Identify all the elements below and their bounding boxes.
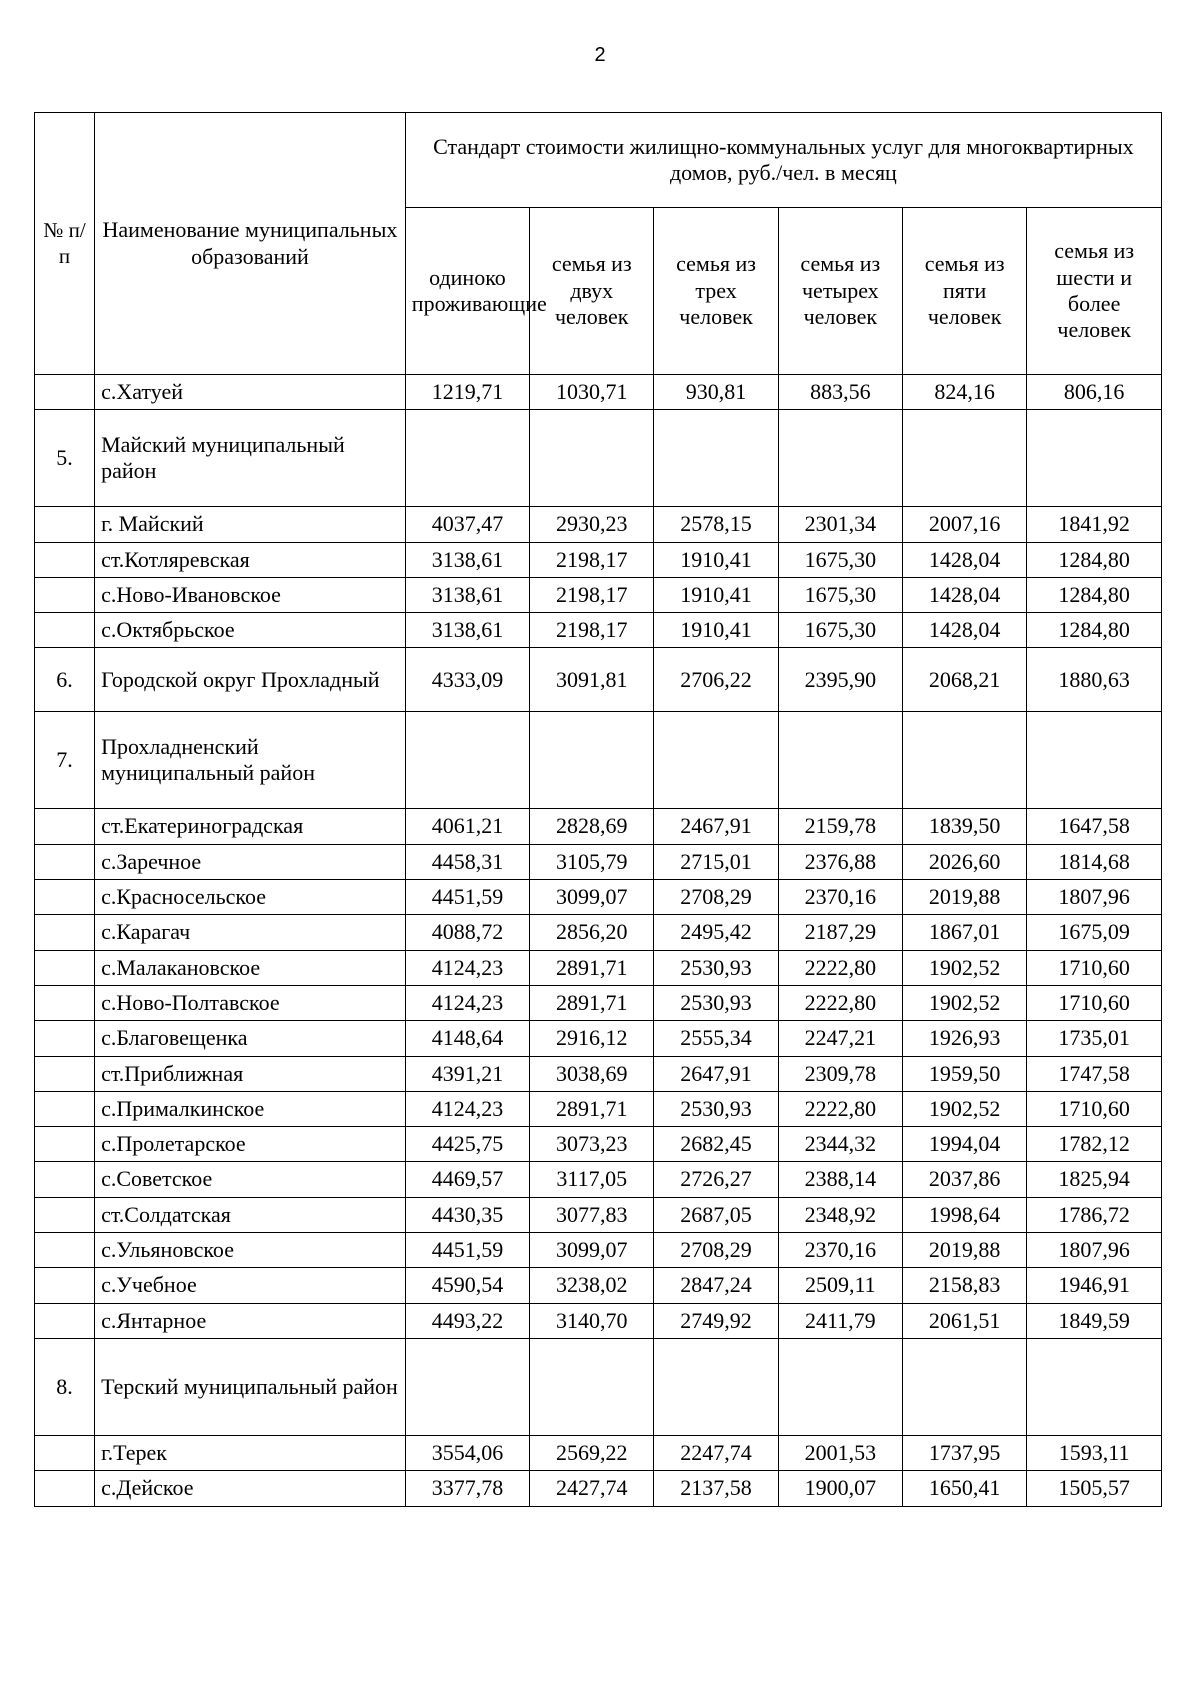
value-cell: 2376,88 [778, 844, 902, 879]
value-cell: 2068,21 [902, 648, 1026, 712]
value-cell: 2726,27 [654, 1162, 778, 1197]
value-cell: 1284,80 [1027, 577, 1162, 612]
value-cell: 2530,93 [654, 985, 778, 1020]
value-cell: 2370,16 [778, 1233, 902, 1268]
value-cell [1027, 410, 1162, 507]
value-cell: 2530,93 [654, 950, 778, 985]
value-cell: 3554,06 [405, 1435, 529, 1470]
value-cell: 4469,57 [405, 1162, 529, 1197]
settlement-name: ст.Солдатская [95, 1197, 406, 1232]
settlement-name: с.Прималкинское [95, 1091, 406, 1126]
value-cell: 3117,05 [530, 1162, 654, 1197]
value-cell [902, 1338, 1026, 1435]
row-number [35, 1471, 95, 1506]
value-cell: 1867,01 [902, 915, 1026, 950]
value-cell: 1030,71 [530, 375, 654, 410]
settlement-name: с.Ново-Полтавское [95, 985, 406, 1020]
value-cell: 1900,07 [778, 1471, 902, 1506]
header-family-3: семья из трех человек [654, 208, 778, 375]
settlement-name: с.Дейское [95, 1471, 406, 1506]
value-cell: 2158,83 [902, 1268, 1026, 1303]
value-cell: 1428,04 [902, 542, 1026, 577]
value-cell [530, 712, 654, 809]
value-cell: 4124,23 [405, 1091, 529, 1126]
value-cell: 3077,83 [530, 1197, 654, 1232]
value-cell: 2715,01 [654, 844, 778, 879]
section-number: 7. [35, 712, 95, 809]
settlement-name: ст.Приближная [95, 1056, 406, 1091]
table-row [35, 1091, 1162, 1126]
value-cell: 2916,12 [530, 1021, 654, 1056]
value-cell: 1839,50 [902, 809, 1026, 844]
value-cell: 3073,23 [530, 1127, 654, 1162]
settlement-name: с.Янтарное [95, 1303, 406, 1338]
table-row [35, 1162, 1162, 1197]
value-cell: 1841,92 [1027, 507, 1162, 542]
row-number [35, 1303, 95, 1338]
value-cell: 2395,90 [778, 648, 902, 712]
value-cell [530, 410, 654, 507]
value-cell: 2222,80 [778, 1091, 902, 1126]
value-cell: 2495,42 [654, 915, 778, 950]
settlement-name: г. Майский [95, 507, 406, 542]
settlement-name: с.Заречное [95, 844, 406, 879]
value-cell: 2749,92 [654, 1303, 778, 1338]
value-cell: 4061,21 [405, 809, 529, 844]
value-cell: 883,56 [778, 375, 902, 410]
section-title: Майский муниципальный район [95, 410, 406, 507]
row-number [35, 375, 95, 410]
row-number [35, 1127, 95, 1162]
row-number [35, 542, 95, 577]
table-row [35, 1127, 1162, 1162]
value-cell [530, 1338, 654, 1435]
value-cell: 930,81 [654, 375, 778, 410]
value-cell [1027, 1338, 1162, 1435]
table-row [35, 507, 1162, 542]
table-row [35, 1197, 1162, 1232]
settlement-name: с.Красносельское [95, 880, 406, 915]
header-single: одиноко проживающие [405, 208, 529, 375]
row-number [35, 1091, 95, 1126]
value-cell: 2301,34 [778, 507, 902, 542]
section-number: 8. [35, 1338, 95, 1435]
value-cell: 2509,11 [778, 1268, 902, 1303]
settlement-name: с.Учебное [95, 1268, 406, 1303]
value-cell: 2647,91 [654, 1056, 778, 1091]
value-cell: 2530,93 [654, 1091, 778, 1126]
table-row [35, 1268, 1162, 1303]
table-row [35, 880, 1162, 915]
value-cell: 1786,72 [1027, 1197, 1162, 1232]
header-family-2: семья из двух человек [530, 208, 654, 375]
section-row [35, 648, 1162, 712]
value-cell: 2019,88 [902, 1233, 1026, 1268]
row-number [35, 1056, 95, 1091]
value-cell: 3238,02 [530, 1268, 654, 1303]
value-cell: 1710,60 [1027, 985, 1162, 1020]
table-row [35, 950, 1162, 985]
value-cell: 1902,52 [902, 950, 1026, 985]
value-cell: 1747,58 [1027, 1056, 1162, 1091]
value-cell [902, 712, 1026, 809]
value-cell: 4037,47 [405, 507, 529, 542]
table-row [35, 1471, 1162, 1506]
section-row [35, 410, 1162, 507]
value-cell: 1650,41 [902, 1471, 1026, 1506]
header-family-5: семья из пяти человек [902, 208, 1026, 375]
settlement-name: с.Малакановское [95, 950, 406, 985]
value-cell: 2198,17 [530, 542, 654, 577]
value-cell [654, 712, 778, 809]
row-number [35, 1162, 95, 1197]
value-cell: 2348,92 [778, 1197, 902, 1232]
table-row [35, 809, 1162, 844]
value-cell: 3038,69 [530, 1056, 654, 1091]
value-cell: 2891,71 [530, 1091, 654, 1126]
value-cell: 4451,59 [405, 880, 529, 915]
value-cell: 4590,54 [405, 1268, 529, 1303]
value-cell: 4088,72 [405, 915, 529, 950]
header-family-6-plus: семья из шести и более человек [1027, 208, 1162, 375]
value-cell: 1219,71 [405, 375, 529, 410]
value-cell: 1505,57 [1027, 1471, 1162, 1506]
page-number: 2 [594, 44, 606, 66]
value-cell: 2007,16 [902, 507, 1026, 542]
value-cell: 1902,52 [902, 985, 1026, 1020]
value-cell [654, 1338, 778, 1435]
value-cell: 2891,71 [530, 950, 654, 985]
value-cell: 3377,78 [405, 1471, 529, 1506]
value-cell: 2708,29 [654, 1233, 778, 1268]
value-cell: 1825,94 [1027, 1162, 1162, 1197]
value-cell: 3140,70 [530, 1303, 654, 1338]
value-cell: 806,16 [1027, 375, 1162, 410]
value-cell: 3138,61 [405, 542, 529, 577]
value-cell: 4458,31 [405, 844, 529, 879]
value-cell: 1910,41 [654, 577, 778, 612]
value-cell [778, 1338, 902, 1435]
value-cell: 1735,01 [1027, 1021, 1162, 1056]
settlement-name: с.Хатуей [95, 375, 406, 410]
value-cell: 1284,80 [1027, 542, 1162, 577]
value-cell: 1675,30 [778, 577, 902, 612]
value-cell: 3099,07 [530, 880, 654, 915]
value-cell: 2247,74 [654, 1435, 778, 1470]
value-cell: 1593,11 [1027, 1435, 1162, 1470]
value-cell: 4430,35 [405, 1197, 529, 1232]
value-cell: 1428,04 [902, 613, 1026, 648]
value-cell: 824,16 [902, 375, 1026, 410]
value-cell: 4391,21 [405, 1056, 529, 1091]
value-cell: 2847,24 [654, 1268, 778, 1303]
value-cell: 1807,96 [1027, 880, 1162, 915]
table-row [35, 613, 1162, 648]
value-cell: 2555,34 [654, 1021, 778, 1056]
cost-standard-table [34, 112, 1162, 1507]
value-cell: 2682,45 [654, 1127, 778, 1162]
value-cell: 1814,68 [1027, 844, 1162, 879]
value-cell: 1880,63 [1027, 648, 1162, 712]
row-number [35, 985, 95, 1020]
row-number [35, 1233, 95, 1268]
value-cell: 1675,09 [1027, 915, 1162, 950]
value-cell [654, 410, 778, 507]
value-cell: 2061,51 [902, 1303, 1026, 1338]
value-cell: 1807,96 [1027, 1233, 1162, 1268]
settlement-name: с.Ульяновское [95, 1233, 406, 1268]
settlement-name: с.Благовещенка [95, 1021, 406, 1056]
value-cell: 2037,86 [902, 1162, 1026, 1197]
value-cell [405, 410, 529, 507]
value-cell: 2891,71 [530, 985, 654, 1020]
value-cell: 1946,91 [1027, 1268, 1162, 1303]
table-row [35, 844, 1162, 879]
value-cell: 2222,80 [778, 985, 902, 1020]
value-cell: 2388,14 [778, 1162, 902, 1197]
value-cell: 2578,15 [654, 507, 778, 542]
value-cell [902, 410, 1026, 507]
value-cell: 2708,29 [654, 880, 778, 915]
value-cell: 4124,23 [405, 950, 529, 985]
value-cell: 2137,58 [654, 1471, 778, 1506]
value-cell: 4493,22 [405, 1303, 529, 1338]
row-number [35, 809, 95, 844]
value-cell: 3105,79 [530, 844, 654, 879]
value-cell: 3091,81 [530, 648, 654, 712]
table-header [35, 113, 1162, 375]
settlement-name: г.Терек [95, 1435, 406, 1470]
header-municipality-name: Наименование муниципальных образований [95, 113, 406, 375]
value-cell: 2828,69 [530, 809, 654, 844]
value-cell: 2198,17 [530, 613, 654, 648]
value-cell: 2309,78 [778, 1056, 902, 1091]
value-cell: 2222,80 [778, 950, 902, 985]
section-row [35, 712, 1162, 809]
table-row [35, 375, 1162, 410]
value-cell: 1782,12 [1027, 1127, 1162, 1162]
value-cell: 2856,20 [530, 915, 654, 950]
value-cell: 1902,52 [902, 1091, 1026, 1126]
section-title: Терский муниципальный район [95, 1338, 406, 1435]
row-number [35, 1268, 95, 1303]
table-row [35, 1233, 1162, 1268]
value-cell: 2706,22 [654, 648, 778, 712]
header-cost-standard: Стандарт стоимости жилищно-коммунальных услуг для многоквартирных домов, руб./чел. в месяц [405, 113, 1161, 208]
section-number: 5. [35, 410, 95, 507]
value-cell [778, 712, 902, 809]
value-cell: 1710,60 [1027, 950, 1162, 985]
section-row [35, 1338, 1162, 1435]
row-number [35, 1021, 95, 1056]
value-cell: 1994,04 [902, 1127, 1026, 1162]
table-row [35, 915, 1162, 950]
value-cell: 4451,59 [405, 1233, 529, 1268]
section-number: 6. [35, 648, 95, 712]
value-cell: 2159,78 [778, 809, 902, 844]
value-cell: 4333,09 [405, 648, 529, 712]
value-cell: 2467,91 [654, 809, 778, 844]
row-number [35, 507, 95, 542]
value-cell: 3138,61 [405, 577, 529, 612]
row-number [35, 613, 95, 648]
settlement-name: с.Ново-Ивановское [95, 577, 406, 612]
value-cell [405, 712, 529, 809]
value-cell: 2247,21 [778, 1021, 902, 1056]
value-cell: 1849,59 [1027, 1303, 1162, 1338]
value-cell: 2198,17 [530, 577, 654, 612]
table-row [35, 542, 1162, 577]
value-cell: 1959,50 [902, 1056, 1026, 1091]
header-family-4: семья из четырех человек [778, 208, 902, 375]
settlement-name: с.Пролетарское [95, 1127, 406, 1162]
value-cell: 1647,58 [1027, 809, 1162, 844]
value-cell: 1710,60 [1027, 1091, 1162, 1126]
row-number [35, 915, 95, 950]
value-cell: 1675,30 [778, 613, 902, 648]
row-number [35, 950, 95, 985]
value-cell: 2187,29 [778, 915, 902, 950]
settlement-name: с.Карагач [95, 915, 406, 950]
value-cell: 1737,95 [902, 1435, 1026, 1470]
row-number [35, 1435, 95, 1470]
header-number: № п/п [35, 113, 95, 375]
value-cell [778, 410, 902, 507]
table-row [35, 1056, 1162, 1091]
value-cell: 2001,53 [778, 1435, 902, 1470]
value-cell: 2411,79 [778, 1303, 902, 1338]
table-body [35, 375, 1162, 1507]
settlement-name: с.Октябрьское [95, 613, 406, 648]
section-title: Городской округ Прохладный [95, 648, 406, 712]
table-row [35, 1303, 1162, 1338]
value-cell: 4124,23 [405, 985, 529, 1020]
row-number [35, 1197, 95, 1232]
value-cell: 1675,30 [778, 542, 902, 577]
value-cell: 3138,61 [405, 613, 529, 648]
value-cell: 1910,41 [654, 613, 778, 648]
value-cell: 1910,41 [654, 542, 778, 577]
value-cell: 2026,60 [902, 844, 1026, 879]
settlement-name: ст.Екатериноградская [95, 809, 406, 844]
value-cell: 2019,88 [902, 880, 1026, 915]
value-cell: 3099,07 [530, 1233, 654, 1268]
value-cell: 2569,22 [530, 1435, 654, 1470]
table-row [35, 577, 1162, 612]
table-row [35, 1435, 1162, 1470]
value-cell: 1284,80 [1027, 613, 1162, 648]
section-title: Прохладненский муниципальный район [95, 712, 406, 809]
value-cell [405, 1338, 529, 1435]
table-row [35, 1021, 1162, 1056]
value-cell: 1428,04 [902, 577, 1026, 612]
value-cell: 2930,23 [530, 507, 654, 542]
value-cell: 1926,93 [902, 1021, 1026, 1056]
value-cell: 1998,64 [902, 1197, 1026, 1232]
value-cell: 4425,75 [405, 1127, 529, 1162]
value-cell: 2687,05 [654, 1197, 778, 1232]
row-number [35, 880, 95, 915]
value-cell: 2427,74 [530, 1471, 654, 1506]
value-cell: 4148,64 [405, 1021, 529, 1056]
row-number [35, 577, 95, 612]
value-cell: 2344,32 [778, 1127, 902, 1162]
value-cell: 2370,16 [778, 880, 902, 915]
settlement-name: с.Советское [95, 1162, 406, 1197]
table-row [35, 985, 1162, 1020]
settlement-name: ст.Котляревская [95, 542, 406, 577]
value-cell [1027, 712, 1162, 809]
row-number [35, 844, 95, 879]
